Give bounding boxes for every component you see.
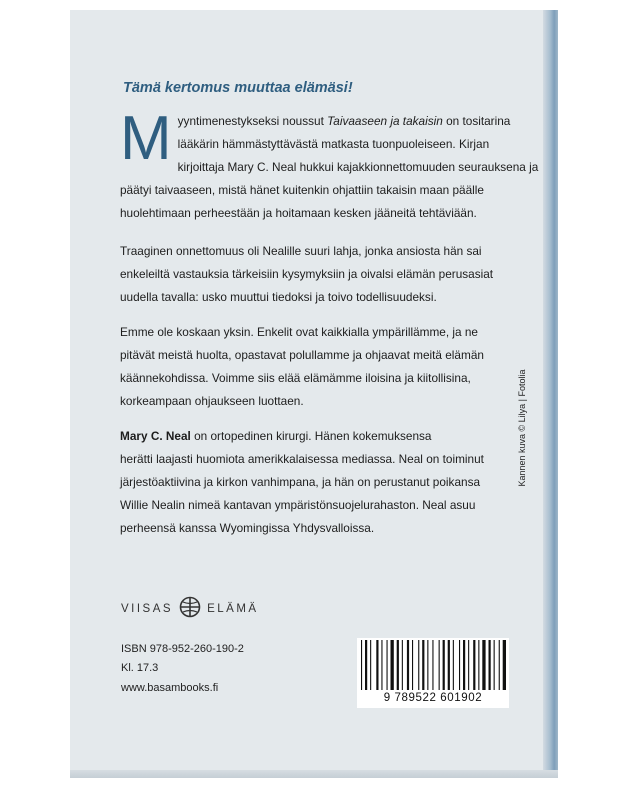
intro-line-2: lääkärin hämmästyttävästä matkasta tuonpuoleiseen. Kirjan	[177, 137, 490, 151]
isbn: ISBN 978-952-260-190-2	[121, 643, 244, 655]
barcode-bar	[391, 640, 394, 690]
intro-paragraph	[120, 104, 539, 225]
paragraph-line: uudella tavalla: usko muuttui tiedoksi ja toivo todellisuudeksi.	[120, 290, 437, 304]
barcode-bar	[494, 640, 495, 690]
bio-line: Willie Nealin nimeä kantavan ympäristönsuojelurahaston. Neal asuu	[120, 498, 476, 512]
barcode-bar	[489, 640, 491, 690]
barcode-bar	[370, 640, 371, 690]
intro-line-1b: on tositarina	[442, 114, 511, 128]
intro-line-4: päätyi taivaaseen, mistä hänet kuitenkin ohjattiin takaisin maan päälle	[120, 183, 484, 197]
barcode-bar	[463, 640, 465, 690]
paragraph-line: käännekohdissa. Voimme siis elää elämämme iloisina ja kiitollisina,	[120, 371, 471, 385]
paragraph-line: pitävät meistä huolta, opastavat polullamme ja ohjaavat meitä elämän	[120, 348, 484, 362]
barcode-bar	[468, 640, 469, 690]
bio-line: järjestöaktiivina ja kirkon vanhimpana, ja hän on perustanut poikansa	[120, 475, 481, 489]
author-name: Mary C. Neal	[120, 429, 191, 443]
globe-cross-icon	[179, 596, 201, 621]
website-link[interactable]: www.basambooks.fi	[121, 682, 219, 694]
barcode-bars	[357, 638, 509, 694]
barcode-bar	[361, 640, 362, 690]
barcode-bar	[499, 640, 500, 690]
book-title: Taivaaseen ja takaisin	[327, 114, 443, 128]
paragraph-line: korkeampaan ohjaukseen luottaen.	[120, 394, 304, 408]
barcode-bar	[459, 640, 460, 690]
barcode-bar	[478, 640, 479, 690]
barcode	[357, 638, 509, 708]
intro-line-1a: yyntimenestykseksi noussut	[177, 114, 328, 128]
bio-line: perheensä kanssa Wyomingissa Yhdysvalloissa.	[120, 521, 375, 535]
barcode-bar	[418, 640, 419, 690]
barcode-number: 9 789522 601902	[383, 692, 483, 704]
barcode-bar	[365, 640, 367, 690]
bio-line: herätti laajasti huomiota amerikkalaisessa mediassa. Neal on toiminut	[120, 452, 484, 466]
barcode-bar	[402, 640, 403, 690]
barcode-bar	[376, 640, 378, 690]
paragraph-line: Emme ole koskaan yksin. Enkelit ovat kaikkialla ympärillämme, ja ne	[120, 325, 478, 339]
barcode-bar	[387, 640, 388, 690]
cover-image-credit: Kannen kuva © Lilya | Fotolia	[517, 369, 527, 487]
bio-line-1: on ortopedinen kirurgi. Hänen kokemuksensa	[190, 429, 432, 443]
barcode-bar	[453, 640, 454, 690]
book-spine-edge	[543, 10, 558, 778]
author-bio	[120, 425, 506, 540]
paragraph-3	[120, 321, 506, 413]
book-bottom-edge	[70, 770, 558, 778]
barcode-bar	[473, 640, 475, 690]
publisher-logo	[121, 596, 259, 621]
barcode-bar	[422, 640, 424, 690]
tagline: Tämä kertomus muuttaa elämäsi!	[123, 80, 353, 96]
barcode-bar	[443, 640, 445, 690]
publisher-name-right: ELÄMÄ	[207, 602, 259, 615]
library-class: Kl. 17.3	[121, 662, 159, 674]
barcode-bar	[412, 640, 413, 690]
publisher-name-left: VIISAS	[121, 602, 174, 615]
paragraph-line: enkeleiltä vastauksia tärkeisiin kysymyksiin ja oivalsi elämän perusasiat	[120, 267, 494, 281]
paragraph-2	[120, 240, 506, 309]
barcode-bar	[503, 640, 506, 690]
barcode-bar	[397, 640, 399, 690]
paragraph-line: Traaginen onnettomuus oli Nealille suuri lahja, jonka ansiosta hän sai	[120, 244, 482, 258]
barcode-bar	[407, 640, 409, 690]
barcode-bar	[432, 640, 433, 690]
intro-line-5: huolehtimaan perheestään ja hoitamaan kesken jääneitä tehtäviään.	[120, 206, 477, 220]
drop-cap: M	[120, 104, 172, 173]
barcode-bar	[448, 640, 450, 690]
barcode-bar	[381, 640, 382, 690]
barcode-bar	[439, 640, 440, 690]
barcode-bar	[482, 640, 485, 690]
barcode-bar	[427, 640, 428, 690]
intro-line-3: kirjoittaja Mary C. Neal hukkui kajakkionnettomuuden seurauksena ja	[177, 160, 539, 174]
